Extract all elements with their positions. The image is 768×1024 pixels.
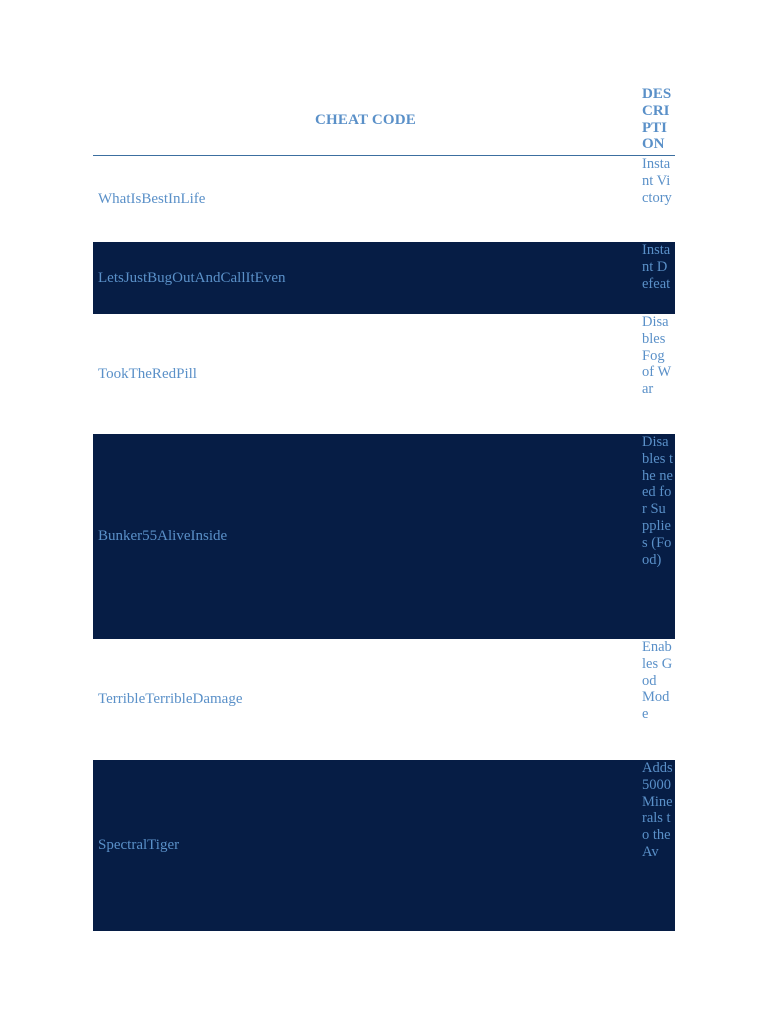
description-cell: Adds 5000 Minerals to the Av [642,760,673,860]
header-cheat-code: CHEAT CODE [314,112,417,128]
cheat-code-cell: SpectralTiger [98,837,180,853]
table-row [93,639,675,760]
table-row [93,434,675,639]
cheat-code-cell: WhatIsBestInLife [98,190,206,207]
cheat-code-cell: Bunker55AliveInside [98,528,228,544]
table-row [93,760,675,931]
table-row [93,156,675,242]
cheat-code-cell: LetsJustBugOutAndCallItEven [98,269,286,286]
description-cell: Disables Fog of War [642,314,672,398]
table-row [93,314,675,434]
table-row [93,242,675,314]
cheat-code-cell: TookTheRedPill [98,365,197,382]
description-cell: Instant Defeat [642,242,671,292]
description-cell: Enables God Mode [642,639,673,723]
cheat-code-table [93,86,675,931]
table-header [93,86,675,156]
cheat-code-cell: TerribleTerribleDamage [98,691,243,707]
description-cell: Disables the need for Supplies (Food) [642,434,674,568]
header-description: DESCRIPTION [642,86,672,153]
description-cell: Instant Victory [642,156,672,206]
